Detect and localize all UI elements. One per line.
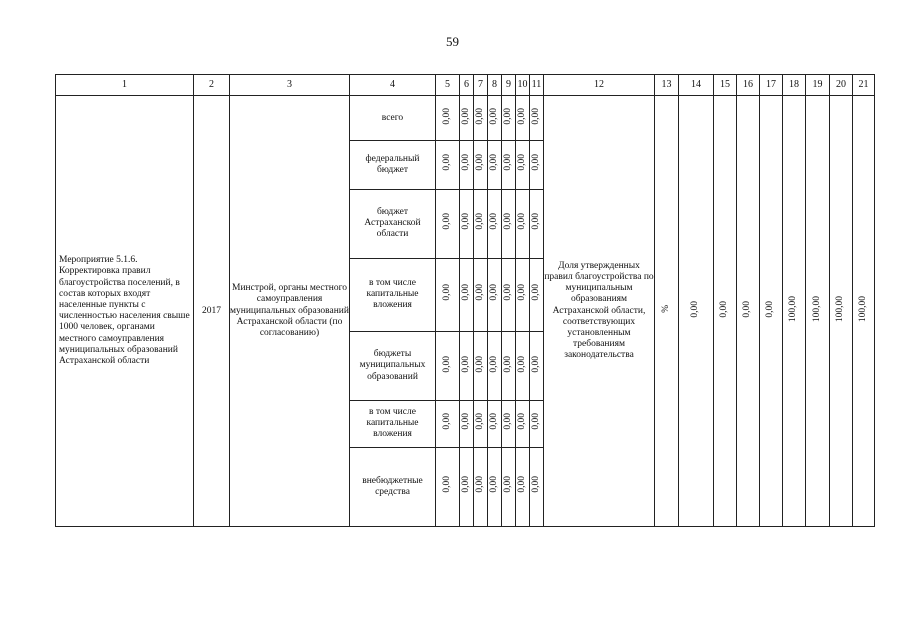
funding-value-cell-text: 0,00 — [441, 413, 452, 431]
funding-value-cell-text: 0,00 — [488, 107, 499, 125]
column-header: 21 — [853, 75, 875, 96]
funding-value-cell-text: 0,00 — [474, 107, 485, 125]
funding-value-cell-text: 0,00 — [516, 107, 527, 125]
column-header: 15 — [714, 75, 737, 96]
funding-value-cell-text: 0,00 — [516, 154, 527, 172]
funding-value-cell — [474, 447, 488, 526]
funding-value-cell-text: 0,00 — [474, 284, 485, 302]
funding-value-cell — [502, 96, 516, 141]
funding-value-cell-text: 0,00 — [441, 213, 452, 230]
funding-value-cell-text: 0,00 — [474, 154, 485, 172]
funding-value-cell — [436, 141, 460, 190]
funding-value-cell — [530, 447, 544, 526]
funding-value-cell-text: 0,00 — [441, 107, 452, 125]
indicator-value-c16-text: 0,00 — [742, 300, 753, 318]
funding-value-cell — [474, 258, 488, 331]
funding-value-cell — [530, 331, 544, 400]
funding-value-cell — [530, 258, 544, 331]
funding-source-cell: бюджеты муниципальных образований — [350, 331, 436, 400]
column-header: 11 — [530, 75, 544, 96]
column-header: 17 — [760, 75, 783, 96]
funding-value-cell-text: 0,00 — [488, 355, 499, 373]
funding-source-cell: федеральный бюджет — [350, 141, 436, 190]
indicator-value-c16 — [737, 96, 760, 527]
funding-value-cell-text: 0,00 — [460, 284, 471, 302]
funding-value-cell — [436, 96, 460, 141]
funding-source-cell: в том числе капитальные вложения — [350, 258, 436, 331]
funding-value-cell-text: 0,00 — [530, 154, 541, 172]
funding-value-cell — [516, 189, 530, 258]
indicator-value-c18-text: 100,00 — [788, 296, 799, 323]
funding-value-cell — [516, 331, 530, 400]
funding-source-cell: внебюджетные средства — [350, 447, 436, 526]
funding-value-cell-text: 0,00 — [488, 213, 499, 230]
funding-value-cell — [502, 189, 516, 258]
column-header: 3 — [230, 75, 350, 96]
funding-source-cell: всего — [350, 96, 436, 141]
funding-value-cell — [488, 447, 502, 526]
funding-value-cell-text: 0,00 — [530, 476, 541, 494]
funding-value-cell-text: 0,00 — [460, 355, 471, 373]
funding-source-cell: бюджет Астраханской области — [350, 189, 436, 258]
funding-value-cell — [516, 401, 530, 448]
unit-cell — [655, 96, 679, 527]
indicator-value-c14-text: 0,00 — [690, 300, 701, 318]
indicator-value-c21 — [853, 96, 875, 527]
funding-value-cell — [530, 401, 544, 448]
executor-cell: Минстрой, органы местного самоуправления муниципальных образований Астраханской области (по согласованию) — [230, 96, 350, 527]
funding-value-cell — [530, 141, 544, 190]
funding-value-cell-text: 0,00 — [502, 213, 513, 230]
column-header: 18 — [783, 75, 806, 96]
funding-value-cell-text: 0,00 — [441, 476, 452, 494]
funding-value-cell-text: 0,00 — [474, 476, 485, 494]
funding-value-cell — [488, 189, 502, 258]
funding-source-cell: в том числе капитальные вложения — [350, 401, 436, 448]
unit-cell-text: % — [660, 305, 671, 314]
funding-value-cell — [436, 401, 460, 448]
funding-value-cell-text: 0,00 — [488, 476, 499, 494]
page-number: 59 — [446, 34, 459, 49]
funding-value-cell-text: 0,00 — [502, 476, 513, 494]
funding-row-total — [56, 96, 875, 141]
funding-value-cell-text: 0,00 — [516, 355, 527, 373]
funding-value-cell — [436, 189, 460, 258]
funding-value-cell — [516, 447, 530, 526]
column-header: 14 — [679, 75, 714, 96]
program-table — [55, 74, 875, 527]
funding-value-cell — [488, 96, 502, 141]
funding-value-cell — [436, 447, 460, 526]
indicator-cell: Доля утвержденных правил благоустройства по муниципальным образованиям Астраханской области, соответствующих установленным требованиям законодательства — [544, 96, 655, 527]
funding-value-cell — [474, 189, 488, 258]
indicator-value-c21-text: 100,00 — [857, 296, 868, 323]
funding-value-cell — [474, 141, 488, 190]
funding-value-cell-text: 0,00 — [530, 107, 541, 125]
funding-value-cell-text: 0,00 — [441, 284, 452, 302]
funding-value-cell — [460, 141, 474, 190]
column-header: 2 — [194, 75, 230, 96]
funding-value-cell — [502, 258, 516, 331]
funding-value-cell — [530, 189, 544, 258]
funding-value-cell-text: 0,00 — [502, 284, 513, 302]
funding-value-cell-text: 0,00 — [502, 107, 513, 125]
column-header: 7 — [474, 75, 488, 96]
funding-value-cell-text: 0,00 — [474, 355, 485, 373]
funding-value-cell — [460, 401, 474, 448]
column-header: 9 — [502, 75, 516, 96]
column-header: 6 — [460, 75, 474, 96]
funding-value-cell — [460, 96, 474, 141]
year-cell: 2017 — [194, 96, 230, 527]
column-header: 19 — [806, 75, 830, 96]
funding-value-cell-text: 0,00 — [530, 284, 541, 302]
indicator-value-c17 — [760, 96, 783, 527]
funding-value-cell-text: 0,00 — [488, 284, 499, 302]
funding-value-cell-text: 0,00 — [441, 154, 452, 172]
event-description-cell: Мероприятие 5.1.6. Корректировка правил благоустройства поселений, в состав которых входят населенные пункты с численностью населения свыше 1000 человек, органами местного самоуправления муниципальных образований Астраханской области — [56, 96, 194, 527]
funding-value-cell-text: 0,00 — [460, 413, 471, 431]
funding-value-cell — [530, 96, 544, 141]
funding-value-cell-text: 0,00 — [530, 413, 541, 431]
funding-value-cell-text: 0,00 — [516, 284, 527, 302]
column-header: 4 — [350, 75, 436, 96]
indicator-value-c18 — [783, 96, 806, 527]
indicator-value-c14 — [679, 96, 714, 527]
funding-value-cell — [436, 331, 460, 400]
indicator-value-c15-text: 0,00 — [719, 300, 730, 318]
funding-value-cell-text: 0,00 — [441, 355, 452, 373]
funding-value-cell — [488, 141, 502, 190]
funding-value-cell — [502, 141, 516, 190]
funding-value-cell — [488, 401, 502, 448]
column-header: 5 — [436, 75, 460, 96]
indicator-value-c15 — [714, 96, 737, 527]
funding-value-cell — [488, 331, 502, 400]
column-header: 16 — [737, 75, 760, 96]
funding-value-cell — [502, 447, 516, 526]
funding-value-cell-text: 0,00 — [488, 413, 499, 431]
indicator-value-c19-text: 100,00 — [811, 296, 822, 323]
funding-value-cell-text: 0,00 — [460, 213, 471, 230]
funding-value-cell — [474, 96, 488, 141]
funding-value-cell-text: 0,00 — [474, 413, 485, 431]
indicator-value-c19 — [806, 96, 830, 527]
funding-value-cell — [516, 96, 530, 141]
funding-value-cell — [488, 258, 502, 331]
funding-value-cell — [502, 401, 516, 448]
funding-value-cell-text: 0,00 — [460, 476, 471, 494]
column-header: 13 — [655, 75, 679, 96]
funding-value-cell — [460, 447, 474, 526]
funding-value-cell-text: 0,00 — [516, 213, 527, 230]
funding-value-cell-text: 0,00 — [460, 154, 471, 172]
funding-value-cell-text: 0,00 — [460, 107, 471, 125]
funding-value-cell-text: 0,00 — [502, 413, 513, 431]
funding-value-cell-text: 0,00 — [516, 413, 527, 431]
funding-value-cell-text: 0,00 — [502, 355, 513, 373]
column-header: 12 — [544, 75, 655, 96]
funding-value-cell — [474, 401, 488, 448]
funding-value-cell — [460, 258, 474, 331]
column-header: 1 — [56, 75, 194, 96]
funding-value-cell-text: 0,00 — [530, 355, 541, 373]
funding-value-cell-text: 0,00 — [474, 213, 485, 230]
funding-value-cell — [436, 258, 460, 331]
funding-value-cell-text: 0,00 — [502, 154, 513, 172]
indicator-value-c20 — [830, 96, 853, 527]
funding-value-cell-text: 0,00 — [530, 213, 541, 230]
funding-value-cell — [516, 258, 530, 331]
column-number-row — [56, 75, 875, 96]
funding-value-cell — [460, 331, 474, 400]
indicator-value-c17-text: 0,00 — [765, 300, 776, 318]
column-header: 8 — [488, 75, 502, 96]
indicator-value-c20-text: 100,00 — [835, 296, 846, 323]
funding-value-cell-text: 0,00 — [488, 154, 499, 172]
column-header: 20 — [830, 75, 853, 96]
funding-value-cell — [502, 331, 516, 400]
column-header: 10 — [516, 75, 530, 96]
funding-value-cell — [516, 141, 530, 190]
funding-value-cell-text: 0,00 — [516, 476, 527, 494]
funding-value-cell — [460, 189, 474, 258]
funding-value-cell — [474, 331, 488, 400]
